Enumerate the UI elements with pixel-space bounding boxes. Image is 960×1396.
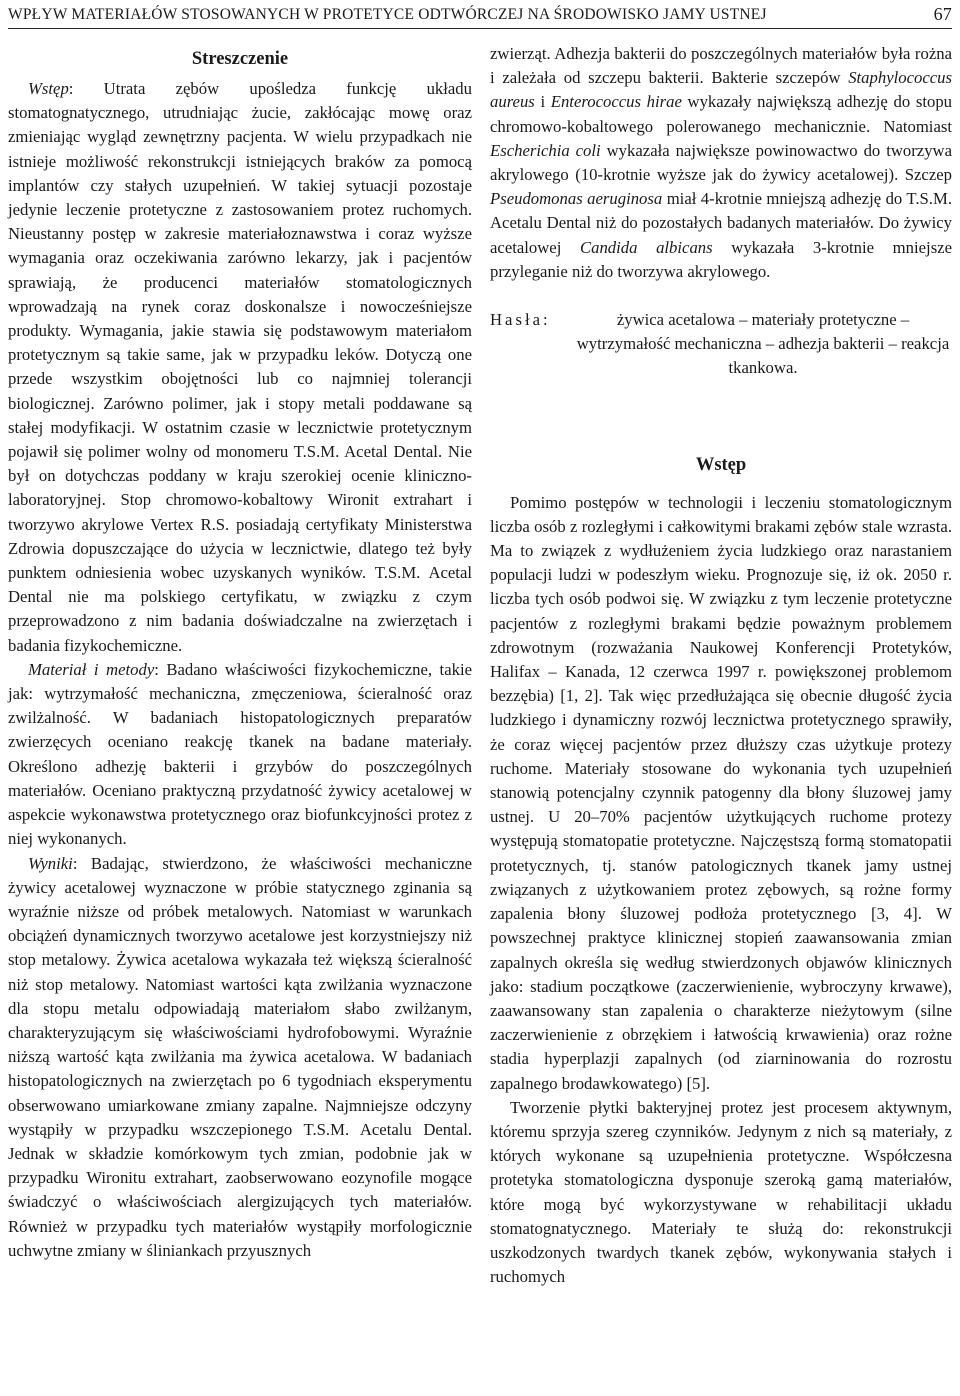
cont-text-2: i: [534, 92, 551, 112]
cont-text-4: wykazała największe powinowactwo do tworzywa akrylowego (10-krotnie wyższe jak do żywicy acetalowej). Szczep: [490, 140, 953, 185]
abstract-continuation: [490, 42, 952, 284]
cont-text-6: wykazała 3-krotnie mniejsze przyleganie niż do tworzywa akrylowego.: [490, 237, 952, 281]
cont-text-5: miał 4-krotnie mniejszą adhezję do T.S.M. Acetalu Dental niż do pozostałych badanych materiałów. Do żywicy acetalowej: [490, 189, 952, 257]
abstract-wyniki-paragraph: [8, 852, 472, 1263]
wstep-label: Wstęp: [28, 79, 69, 98]
running-title: WPŁYW MATERIAŁÓW STOSOWANYCH W PROTETYCE ODTWÓRCZEJ NA ŚRODOWISKO JAMY USTNEJ: [8, 6, 767, 23]
abstract-wstep-paragraph: [8, 77, 472, 658]
intro-heading: Wstęp: [695, 454, 747, 475]
metody-text: : Badano właściwości fizykochemiczne, takie jak: wytrzymałość mechaniczna, zmęczeniowa, ścieralność oraz zwilżalność. W badaniach histopatologicznych preparatów zwierzęcych oceniano reakcję tkanek na badane materiały. Określono adhezję bakterii i grzybów do poszczególnych materiałów. Oceniano praktyczną przydatność żywicy acetalowej w aspekcie wykonawstwa protetycznego oraz biofunkcyjności protez z niej wykonanych.: [8, 659, 472, 849]
wstep-text: : Utrata zębów upośledza funkcję układu stomatognatycznego, utrudniając żucie, zakłócając mowę oraz zmieniając wygląd zewnętrzny pacjenta. W wielu przypadkach nie istnieje możliwość rekonstrukcji istniejących braków za pomocą implantów czy stałych uzupełnień. W takiej sytuacji pozostaje jedynie leczenie protetyczne z zastosowaniem protez ruchomych. Nieustanny postęp w zakresie materiałoznawstwa i coraz wyższe wymagania oraz oczekiwania zarówno lekarzy, jak i pacjentów sprawiają, że producenci materiałów stomatologicznych wprowadzają na rynek coraz doskonalsze i nowocześniejsze produkty. Wymagania, jakie stawia się podstawowym materiałom protetycznym są takie same, jak w przypadku leków. Dotyczą one przede wszystkim obojętności lub co najmniej tolerancji biologicznej. Zarówno polimer, jak i stopy metali poddawane są stałej modyfikacji. W ostatnim czasie w lecznictwie protetycznym pojawił się polimer wolny od monomeru T.S.M. Acetal Dental. Nie był on dotychczas poddany w kraju szerokiej ocenie kliniczno-laboratoryjnej. Stop chromowo-kobaltowy Wironit extrahart i tworzywo akrylowe Vertex R.S. posiadają certyfikaty Ministerstwa Zdrowia dopuszczające do użycia w lecznictwie, dlatego też były punktem odniesienia wobec uzyskanych wyników. T.S.M. Acetal Dental nie ma polskiego certyfikatu, w związku z czym przeprowadzono z nim badania doświadczalne na zwierzętach i badania fizykochemiczne.: [8, 79, 472, 655]
metody-label: Materiał i metody: [28, 659, 155, 679]
species-name: Staphylococcus aureus: [490, 68, 952, 112]
species-name: Enterococcus hirae: [550, 92, 682, 112]
species-name: Escherichia coli: [490, 140, 601, 160]
cont-text-1: zwierząt. Adhezja bakterii do poszczególnych materiałów była rożna i zależała od szczepu bakterii. Bakterie szczepów: [490, 44, 952, 88]
header-rule: [8, 28, 952, 29]
running-header: [8, 4, 952, 28]
page-number: 67: [933, 4, 952, 24]
wyniki-text: : Badając, stwierdzono, że właściwości mechaniczne żywicy acetalowej wyznaczone w próbie statycznego zginania są wyraźnie niższe od próbek metalowych. Natomiast w warunkach obciążeń dynamicznych tworzywo acetalowe jest korzystniejszy niż stop metalowy. Żywica acetalowa wykazała też większą ścieralność niż stop metalowy. Natomiast wartości kąta zwilżania wyznaczone dla stopu metalu odpowiadają materiałom słabo zwilżanym, charakteryzującym się właściwościami hydrofobowymi. Wyraźnie niższą wartość kąta zwilżania ma żywica acetalowa. W badaniach histopatologicznych na zwierzętach po 6 tygodniach eksperymentu obserwowano umiarkowane zmiany zapalne. Najmniejsze odczyny wystąpiły w przypadku wszczepionego T.S.M. Acetalu Dental. Jednak w składzie komórkowym tych zmian, podobnie jak w przypadku Wironitu extrahart, zaobserwowano eozynofile mogące świadczyć o właściwościach alergizujących tych materiałów. Również w przypadku tych materiałów wystąpiły morfologicznie uchwytne zmiany w śliniankach przyusznych: [8, 853, 472, 1260]
abstract-metody-paragraph: [8, 658, 472, 852]
keywords-text: żywica acetalowa – materiały protetyczne – wytrzymałość mechaniczna – adhezja bakterii – reakcja tkankowa.: [576, 310, 950, 378]
abstract-heading: Streszczenie: [191, 49, 289, 69]
keywords: [490, 308, 952, 381]
right-column: [490, 42, 952, 1289]
left-column: [8, 42, 472, 1263]
keywords-label: Hasła:: [490, 310, 551, 330]
cont-text-3: wykazały największą adhezję do stopu chromowo-kobaltowego polerowanego mechanicznie. Natomiast: [490, 92, 953, 136]
intro-paragraph-1: Pomimo postępów w technologii i leczeniu stomatologicznym liczba osób z rozległymi i całkowitymi brakami zębów stale wzrasta. Ma to związek z wydłużeniem życia ludzkiego oraz narastaniem populacji ludzi w podeszłym wieku. Prognozuje się, iż ok. 2050 r. liczba tych osób podwoi się. W związku z tym leczenie protetyczne pacjentów z rozległymi brakami będzie poważnym problemem zdrowotnym (rozważania Naukowej Konferencji Protetyków, Halifax – Kanada, 12 czerwca 1997 r. powiększonej problemom bezzębia) [1, 2]. Tak więc przedłużająca się obecnie długość życia ludzkiego i dynamiczny rozwój lecznictwa protetycznego sprawiły, że coraz więcej pacjentów przez dłuższy czas użytkuje protezy ruchome. Materiały stosowane do wykonania tych uzupełnień stanowią potencjalny czynnik patogenny dla błony śluzowej jamy ustnej. U 20–70% pacjentów użytkujących ruchome protezy występują stomatopatie protetyczne. Najczęstszą formą stomatopatii protetycznych, tj. stanów patologicznych tkanek jamy ustnej związanych z użytkowaniem protez zębowych, są rożne formy zapalenia błony śluzowej podłoża protetycznego [3, 4]. W powszechnej praktyce klinicznej stopień zaawansowania zmian zapalnych określa się według stwierdzonych objawów klinicznych jako: stadium początkowe (zaczerwienienie, wybroczyny krwawe), zaawansowany stan zapalenia o charakterze nieżytowym (silne zaczerwienienie z obrzękiem i łatwością krwawienia) oraz rożne stadia hyperplazji zapalnych (od ziarninowania do rozrostu zapalnego brodawkowatego) [5].: [490, 492, 952, 1093]
intro-paragraph-2: Tworzenie płytki bakteryjnej protez jest procesem aktywnym, któremu sprzyja szereg czynników. Jedynym z nich są materiały, z których wykonane są uzupełnienia protetyczne. Współczesna protetyka stomatologiczna dysponuje szeroką gamą materiałów, które mogą być wykorzystywane w rehabilitacji układu stomatognatycznego. Materiały te służą do: rekonstrukcji uszkodzonych twardych tkanek zębów, wykonywania stałych i ruchomych: [490, 1097, 952, 1287]
species-name: Pseudomonas aeruginosa: [490, 189, 663, 209]
species-name: Candida albicans: [579, 237, 713, 257]
wyniki-label: Wyniki: [28, 853, 73, 873]
